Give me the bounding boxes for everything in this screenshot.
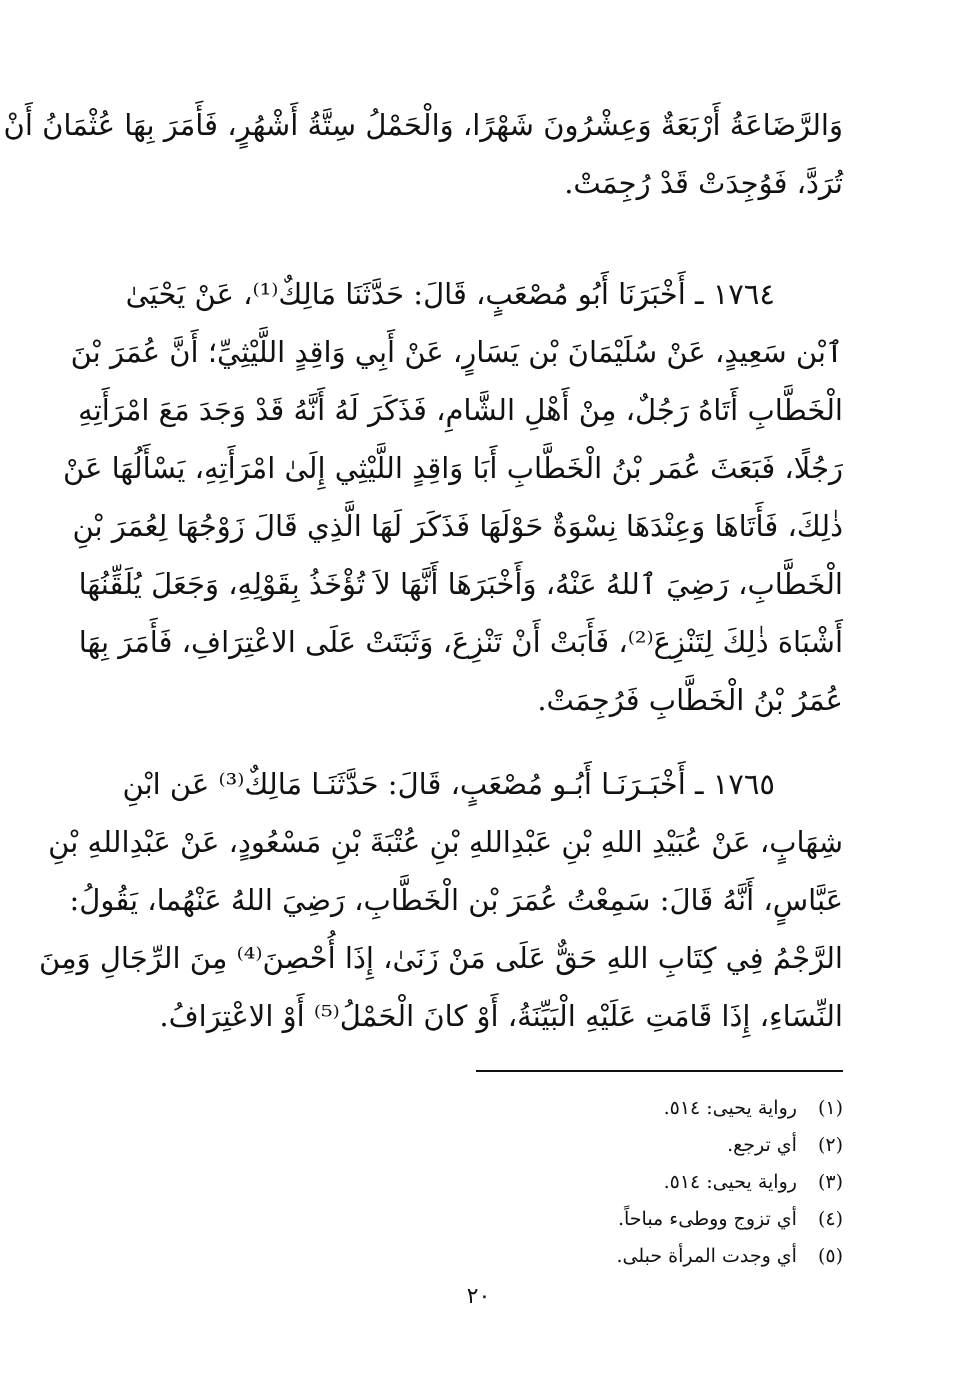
text-line: الرَّجْمُ فِي كِتَابِ اللهِ حَقٌّ عَلَى مَنْ زَنَىٰ، إِذَا أُحْصِنَ⁽⁴⁾ مِنَ الرِّجَالِ وَمِنَ — [39, 941, 843, 975]
text-line: النِّسَاءِ، إِذَا قَامَتِ عَلَيْهِ الْبَيِّنَةُ، أَوْ كانَ الْحَمْلُ⁽⁵⁾ أَوْ الاعْتِرَافُ. — [159, 999, 843, 1033]
text-line: عَبَّاسٍ، أَنَّهُ قَالَ: سَمِعْتُ عُمَرَ بْن الْخَطَّابِ، رَضِيَ اللهُ عَنْهُما، يَقُولُ: — [69, 883, 843, 917]
hadith-1764 — [63, 265, 843, 729]
footnote-item — [476, 1238, 843, 1275]
footnote-item — [476, 1127, 843, 1164]
hadith-1765 — [39, 755, 843, 1045]
footnote-text: رواية يحيى: ٥١٤. — [663, 1171, 797, 1193]
footnote-divider — [476, 1070, 843, 1072]
footnote-item — [476, 1201, 843, 1238]
footnotes — [476, 1090, 843, 1275]
text-line: رَجُلًا، فَبَعَثَ عُمَر بْنُ الْخَطَّابِ أَبَا وَاقِدٍ اللَّيْثِي إِلَىٰ امْرَأَتِهِ، يَسْأَلُهَا عَنْ — [63, 451, 843, 485]
hadith-heading-line: ١٧٦٤ ـ أَخْبَرَنَا أَبُو مُصْعَبٍ، قَالَ: حَدَّثَنَا مَالِكٌ⁽¹⁾، عَنْ يَحْيَىٰ — [125, 277, 775, 311]
footnote-number: (٣) — [817, 1171, 843, 1193]
text-line: ٱبْن سَعِيدٍ، عَنْ سُلَيْمَانَ بْن يَسَارٍ، عَنْ أَبِي وَاقِدٍ اللَّيْثِيِّ؛ أَنَّ عُمَرَ بْنَ — [70, 335, 843, 369]
text-line: ذٰلِكَ، فَأَتَاهَا وَعِنْدَهَا نِسْوَةٌ حَوْلَهَا فَذَكَرَ لَهَا الَّذِي قَالَ زَوْجُهَا لِعُمَرَ بْنِ — [72, 509, 843, 543]
text-line: عُمَرُ بْنُ الْخَطَّابِ فَرُجِمَتْ. — [537, 683, 843, 717]
footnote-item — [476, 1090, 843, 1127]
text-line: أَشْبَاهَ ذٰلِكَ لِتَنْزِعَ⁽²⁾، فَأَبَتْ أَنْ تَنْزِعَ، وَثَبَتَتْ عَلَى الاعْتِرَافِ، فَأَمَرَ بِهَا — [78, 625, 843, 659]
footnote-number: (٥) — [817, 1245, 843, 1267]
footnote-text: أي وجدت المرأة حبلى. — [616, 1245, 797, 1267]
text-line: الْخَطَّابِ أَتَاهُ رَجُلٌ، مِنْ أَهْلِ الشَّامِ، فَذَكَرَ لَهُ أَنَّهُ قَدْ وَجَدَ مَعَ امْرَأَتِهِ — [78, 393, 843, 427]
text-line: تُرَدَّ، فَوُجِدَتْ قَدْ رُجِمَتْ. — [564, 166, 843, 200]
top-paragraph — [3, 96, 843, 212]
footnote-text: أي ترجع. — [727, 1134, 797, 1156]
footnote-item — [476, 1164, 843, 1201]
text-line: شِهَابٍ، عَنْ عُبَيْدِ اللهِ بْنِ عَبْدِاللهِ بْنِ عُتْبَةَ بْنِ مَسْعُودٍ، عَنْ عَبْدِاللهِ بْنِ — [48, 825, 843, 859]
footnote-number: (٢) — [817, 1134, 843, 1156]
text-line: وَالرَّضَاعَةُ أَرْبَعَةٌ وَعِشْرُونَ شَهْرًا، وَالْحَمْلُ سِتَّةُ أَشْهُرٍ، فَأَمَرَ بِهَا عُثْمَانُ أَنْ — [3, 108, 843, 142]
hadith-heading-line: ١٧٦٥ ـ أَخْبَـرَنَـا أَبُـو مُصْعَبٍ، قَالَ: حَدَّثَنَـا مَالِكٌ⁽³⁾ عَن ابْنِ — [122, 767, 775, 801]
footnote-number: (١) — [817, 1097, 843, 1119]
footnote-text: رواية يحيى: ٥١٤. — [663, 1097, 797, 1119]
footnote-number: (٤) — [817, 1208, 843, 1230]
footnote-text: أي تزوج ووطىء مباحاً. — [617, 1208, 797, 1230]
text-line: الْخَطَّابِ، رَضِيَ ٱللهُ عَنْهُ، وَأَخْبَرَهَا أَنَّهَا لاَ تُؤْخَذُ بِقَوْلِهِ، وَجَعَلَ يُلَقِّنُهَا — [78, 567, 843, 601]
page-number: ٢٠ — [466, 1284, 491, 1309]
